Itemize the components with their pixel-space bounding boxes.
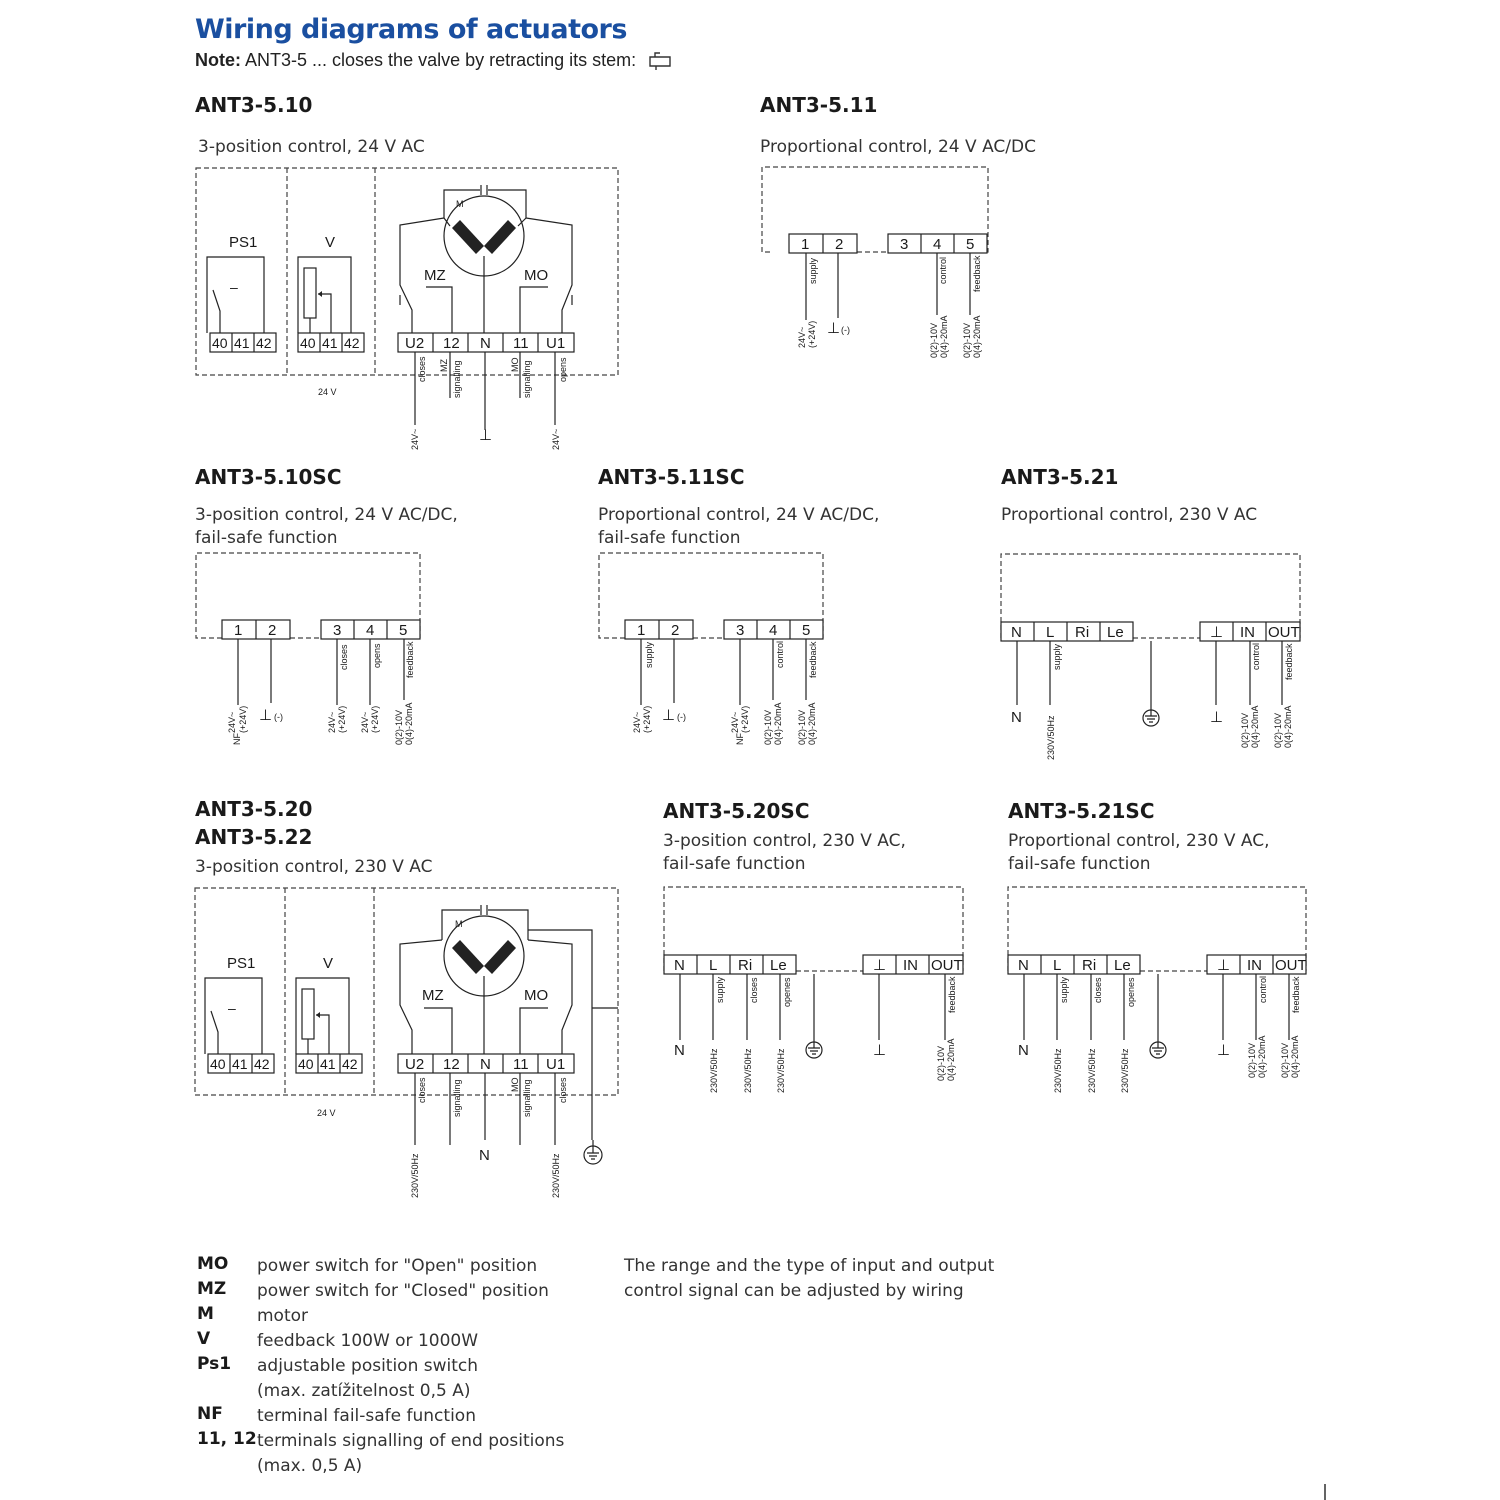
nf-label: NF xyxy=(735,733,745,745)
supply-24v-label: 24V~ xyxy=(227,711,237,733)
legend-value: terminal fail-safe function xyxy=(257,1406,476,1426)
legend-key: M xyxy=(197,1304,214,1324)
signal-voltage-label: 0(2)-10V xyxy=(936,1045,946,1081)
terminal-u2: U2 xyxy=(405,335,425,352)
legend xyxy=(197,1254,597,1479)
legend-key: 11, 12 xyxy=(197,1429,257,1449)
signal-voltage-label: 0(2)-10V xyxy=(394,709,404,745)
supply-230v-label: 230V/50Hz xyxy=(1053,1048,1063,1093)
supply-230v-label: 230V/50Hz xyxy=(1120,1048,1130,1093)
supply-24v-dc-label: (+24V) xyxy=(740,705,750,733)
terminal-4: 4 xyxy=(366,622,375,639)
wire-signalling-label: signalling xyxy=(522,1079,532,1117)
ground-symbol: ⊥ xyxy=(259,707,273,724)
v-terminal-40: 40 xyxy=(298,1056,314,1072)
diagram-title-ant3-5-11: ANT3-5.11 xyxy=(760,93,878,117)
wire-control-label: control xyxy=(1258,975,1268,1003)
terminal-l: L xyxy=(1053,957,1062,974)
motor-label: M xyxy=(456,199,464,209)
signal-voltage-label: 0(2)-10V xyxy=(1247,1042,1257,1078)
earth-ground-icon xyxy=(1150,1042,1166,1058)
terminal-u1: U1 xyxy=(546,1056,566,1073)
v-terminal-41: 41 xyxy=(322,335,338,351)
ps1-minus: – xyxy=(230,279,238,295)
diagram-subtitle-ant3-5-21sc: Proportional control, 230 V AC, fail-safe function xyxy=(1008,831,1270,874)
supply-230v-label: 230V/50Hz xyxy=(551,1153,561,1198)
wire-feedback-label: feedback xyxy=(808,641,818,678)
supply-24v-dc-label: (+24V) xyxy=(642,705,652,733)
signal-voltage-label: 0(2)-10V xyxy=(1280,1042,1290,1078)
terminal-n: N xyxy=(1018,957,1029,974)
terminal-l: L xyxy=(1046,624,1055,641)
earth-ground-icon xyxy=(806,1042,822,1058)
wire-mz-label: MZ xyxy=(439,359,449,372)
signal-current-label: 0(4)-20mA xyxy=(1290,1035,1300,1078)
terminal-11: 11 xyxy=(513,1056,529,1073)
terminal-le: Le xyxy=(1114,957,1131,974)
supply-24v-label: 24V~ xyxy=(797,326,807,348)
mo-label: MO xyxy=(524,987,549,1004)
diagram-ant3-5-10 xyxy=(196,168,618,450)
wire-closes-label: closes xyxy=(417,1077,427,1103)
wire-closes-label: closes xyxy=(749,977,759,1003)
terminal-le: Le xyxy=(1107,624,1124,641)
neutral-label: N xyxy=(1018,1042,1029,1059)
terminal-1: 1 xyxy=(234,622,243,639)
wire-feedback-label: feedback xyxy=(405,641,415,678)
signal-current-label: 0(4)-20mA xyxy=(972,315,982,358)
terminal-3: 3 xyxy=(736,622,745,639)
signal-current-label: 0(4)-20mA xyxy=(773,702,783,745)
wire-supply-label: supply xyxy=(644,641,654,668)
diagram-subtitle-ant3-5-10sc: 3-position control, 24 V AC/DC, fail-safe function xyxy=(195,505,458,548)
terminal-5: 5 xyxy=(966,236,975,253)
signal-current-label: 0(4)-20mA xyxy=(1257,1035,1267,1078)
terminal-1: 1 xyxy=(801,236,810,253)
mo-label: MO xyxy=(524,267,549,284)
supply-24v-label: 24V~ xyxy=(327,711,337,733)
diagram-ant3-5-20 xyxy=(195,888,618,1198)
ground-symbol: ⊥ xyxy=(1217,1042,1231,1059)
supply-230v-label: 230V/50Hz xyxy=(743,1048,753,1093)
ground-symbol: ⊥ xyxy=(1210,709,1224,726)
v-terminal-42: 42 xyxy=(344,335,360,351)
legend-value: terminals signalling of end positions (max. 0,5 A) xyxy=(257,1431,565,1476)
ps1-label: PS1 xyxy=(227,955,256,972)
legend-value: motor xyxy=(257,1306,309,1326)
motor-label: M xyxy=(455,919,463,929)
earth-ground-icon xyxy=(584,1140,602,1164)
terminal-4: 4 xyxy=(769,622,778,639)
supply-24v-dc-label: (+24V) xyxy=(370,705,380,733)
supply-24v-dc-label: (+24V) xyxy=(337,705,347,733)
terminal-u1: U1 xyxy=(546,335,566,352)
legend-key: MO xyxy=(197,1254,229,1274)
page-title: Wiring diagrams of actuators xyxy=(195,14,627,45)
terminal-12: 12 xyxy=(443,335,460,352)
legend-key: MZ xyxy=(197,1279,227,1299)
terminal-in: IN xyxy=(1247,957,1262,974)
ground-symbol: ⊥ xyxy=(873,1042,887,1059)
terminal-ground: ⊥ xyxy=(1210,624,1224,641)
neutral-label: N xyxy=(479,1147,490,1164)
ps1-terminal-42: 42 xyxy=(256,335,272,351)
terminal-ri: Ri xyxy=(1075,624,1090,641)
supply-24v-dc-label: (+24V) xyxy=(807,320,817,348)
legend-item xyxy=(197,1304,597,1329)
terminal-2: 2 xyxy=(671,622,680,639)
ground-symbol: ⊥ xyxy=(479,427,493,444)
signal-current-label: 0(4)-20mA xyxy=(1250,705,1260,748)
v24-label: 24 V xyxy=(318,387,337,397)
ps1-label: PS1 xyxy=(229,234,258,251)
signal-voltage-label: 0(2)-10V xyxy=(797,709,807,745)
supply-24v-dc-label: (+24V) xyxy=(238,705,248,733)
diagram-title-ant3-5-20: ANT3-5.20 xyxy=(195,797,313,821)
v-terminal-42: 42 xyxy=(342,1056,358,1072)
ground-minus-label: (-) xyxy=(677,712,686,722)
legend-key: V xyxy=(197,1329,211,1349)
terminal-ri: Ri xyxy=(738,957,753,974)
legend-key: NF xyxy=(197,1404,223,1424)
legend-item xyxy=(197,1279,597,1304)
diagram-ant3-5-10sc xyxy=(196,553,420,745)
terminal-12: 12 xyxy=(443,1056,460,1073)
signal-voltage-label: 0(2)-10V xyxy=(1240,712,1250,748)
signal-current-label: 0(4)-20mA xyxy=(404,702,414,745)
ps1-terminal-41: 41 xyxy=(234,335,250,351)
diagram-ant3-5-11 xyxy=(762,167,988,358)
wiring-adjustment-note: The range and the type of input and output control signal can be adjusted by wiring xyxy=(624,1256,995,1301)
legend-value: power switch for "Closed" position xyxy=(257,1281,549,1301)
terminal-2: 2 xyxy=(835,236,844,253)
wire-control-label: control xyxy=(775,640,785,668)
wire-supply-label: supply xyxy=(715,976,725,1003)
ground-symbol: ⊥ xyxy=(827,320,841,337)
diagram-ant3-5-21 xyxy=(1001,554,1300,760)
ground-minus-label: (-) xyxy=(274,712,283,722)
wire-signalling-label: signalling xyxy=(452,360,462,398)
ps1-terminal-41: 41 xyxy=(232,1056,248,1072)
terminal-ri: Ri xyxy=(1082,957,1097,974)
wire-openes-label: openes xyxy=(1126,977,1136,1007)
diagram-ant3-5-20sc xyxy=(664,887,963,1093)
supply-24v-label: 24V~ xyxy=(410,428,420,450)
terminal-out: OUT xyxy=(1268,624,1300,641)
terminal-l: L xyxy=(709,957,718,974)
terminal-n: N xyxy=(480,335,491,352)
terminal-3: 3 xyxy=(900,236,909,253)
ground-symbol: ⊥ xyxy=(662,707,676,724)
terminal-5: 5 xyxy=(399,622,408,639)
nf-label: NF xyxy=(232,733,242,745)
terminal-n: N xyxy=(480,1056,491,1073)
terminal-in: IN xyxy=(903,957,918,974)
signal-voltage-label: 0(2)-10V xyxy=(929,322,939,358)
wire-openes-label: openes xyxy=(782,977,792,1007)
ps1-terminal-42: 42 xyxy=(254,1056,270,1072)
diagram-subtitle-ant3-5-20: 3-position control, 230 V AC xyxy=(195,857,433,877)
diagram-subtitle-ant3-5-21: Proportional control, 230 V AC xyxy=(1001,505,1258,525)
diagram-title-ant3-5-11sc: ANT3-5.11SC xyxy=(598,465,745,489)
legend-item xyxy=(197,1404,597,1429)
ps1-terminal-40: 40 xyxy=(210,1056,226,1072)
v-terminal-41: 41 xyxy=(320,1056,336,1072)
wire-signalling-label: signalling xyxy=(452,1079,462,1117)
ground-minus-label: (-) xyxy=(841,325,850,335)
wire-closes-label: closes xyxy=(1093,977,1103,1003)
wire-mo-label: MO xyxy=(510,1077,520,1092)
terminal-n: N xyxy=(1011,624,1022,641)
diagram-title-ant3-5-21: ANT3-5.21 xyxy=(1001,465,1119,489)
diagram-title-ant3-5-22: ANT3-5.22 xyxy=(195,825,313,849)
signal-voltage-label: 0(2)-10V xyxy=(1273,712,1283,748)
signal-voltage-label: 0(2)-10V xyxy=(763,709,773,745)
v-label: V xyxy=(323,955,334,972)
mz-label: MZ xyxy=(424,267,446,284)
diagram-subtitle-ant3-5-11: Proportional control, 24 V AC/DC xyxy=(760,137,1036,157)
supply-24v-label: 24V~ xyxy=(551,428,561,450)
supply-24v-label: 24V~ xyxy=(632,711,642,733)
terminal-1: 1 xyxy=(637,622,646,639)
diagram-title-ant3-5-20sc: ANT3-5.20SC xyxy=(663,799,810,823)
supply-230v-label: 230V/50Hz xyxy=(1087,1048,1097,1093)
terminal-3: 3 xyxy=(333,622,342,639)
wire-closes-label: closes xyxy=(417,356,427,382)
ps1-minus: – xyxy=(228,1000,236,1016)
wire-control-label: control xyxy=(1251,642,1261,670)
mz-label: MZ xyxy=(422,987,444,1004)
terminal-le: Le xyxy=(770,957,787,974)
wire-control-label: control xyxy=(938,256,948,284)
supply-230v-label: 230V/50Hz xyxy=(410,1153,420,1198)
signal-voltage-label: 0(2)-10V xyxy=(962,322,972,358)
diagram-ant3-5-21sc xyxy=(1008,887,1307,1093)
wire-feedback-label: feedback xyxy=(947,976,957,1013)
legend-value: feedback 100W or 1000W xyxy=(257,1331,479,1351)
ps1-terminal-40: 40 xyxy=(212,335,228,351)
legend-key: Ps1 xyxy=(197,1354,232,1374)
diagram-ant3-5-11sc xyxy=(599,553,823,745)
wire-closes-label: closes xyxy=(339,644,349,670)
terminal-5: 5 xyxy=(802,622,811,639)
diagram-title-ant3-5-21sc: ANT3-5.21SC xyxy=(1008,799,1155,823)
terminal-u2: U2 xyxy=(405,1056,425,1073)
terminal-out: OUT xyxy=(931,957,963,974)
wire-supply-label: supply xyxy=(1059,976,1069,1003)
terminal-4: 4 xyxy=(933,236,942,253)
terminal-n: N xyxy=(674,957,685,974)
supply-24v-label: 24V~ xyxy=(730,711,740,733)
v-terminal-40: 40 xyxy=(300,335,316,351)
wire-signalling-label: signalling xyxy=(522,360,532,398)
legend-value: adjustable position switch (max. zatížitelnost 0,5 A) xyxy=(257,1356,479,1401)
note-label: Note: xyxy=(195,50,241,70)
signal-current-label: 0(4)-20mA xyxy=(807,702,817,745)
neutral-label: N xyxy=(674,1042,685,1059)
wire-supply-label: supply xyxy=(1052,643,1062,670)
v24-label: 24 V xyxy=(317,1108,336,1118)
legend-item xyxy=(197,1354,597,1404)
wire-opens-label: opens xyxy=(558,357,568,382)
signal-current-label: 0(4)-20mA xyxy=(939,315,949,358)
diagram-subtitle-ant3-5-20sc: 3-position control, 230 V AC, fail-safe function xyxy=(663,831,906,874)
supply-230v-label: 230V/50Hz xyxy=(776,1048,786,1093)
terminal-ground: ⊥ xyxy=(1217,957,1231,974)
legend-value: power switch for "Open" position xyxy=(257,1256,538,1276)
wire-feedback-label: feedback xyxy=(972,255,982,292)
legend-item xyxy=(197,1329,597,1354)
legend-item xyxy=(197,1254,597,1279)
terminal-in: IN xyxy=(1240,624,1255,641)
signal-current-label: 0(4)-20mA xyxy=(1283,705,1293,748)
wire-feedback-label: feedback xyxy=(1291,976,1301,1013)
earth-ground-icon xyxy=(1143,710,1159,726)
v-label: V xyxy=(325,234,336,251)
terminal-11: 11 xyxy=(513,335,529,352)
wire-supply-label: supply xyxy=(808,257,818,284)
supply-230v-label: 230V/50Hz xyxy=(709,1048,719,1093)
diagram-title-ant3-5-10sc: ANT3-5.10SC xyxy=(195,465,342,489)
neutral-label: N xyxy=(1011,709,1022,726)
terminal-ground: ⊥ xyxy=(873,957,887,974)
wire-closes-label: closes xyxy=(558,1077,568,1103)
diagram-subtitle-ant3-5-10: 3-position control, 24 V AC xyxy=(198,137,425,157)
note-text: ANT3-5 ... closes the valve by retracting its stem: xyxy=(245,50,637,70)
signal-current-label: 0(4)-20mA xyxy=(946,1038,956,1081)
wire-opens-label: opens xyxy=(372,643,382,668)
wire-feedback-label: feedback xyxy=(1284,643,1294,680)
terminal-out: OUT xyxy=(1275,957,1307,974)
diagram-title-ant3-5-10: ANT3-5.10 xyxy=(195,93,313,117)
supply-24v-label: 24V~ xyxy=(360,711,370,733)
terminal-2: 2 xyxy=(268,622,277,639)
legend-item xyxy=(197,1429,597,1479)
supply-230v-label: 230V/50Hz xyxy=(1046,715,1056,760)
wire-mo-label: MO xyxy=(510,357,520,372)
diagram-subtitle-ant3-5-11sc: Proportional control, 24 V AC/DC, fail-safe function xyxy=(598,505,880,548)
